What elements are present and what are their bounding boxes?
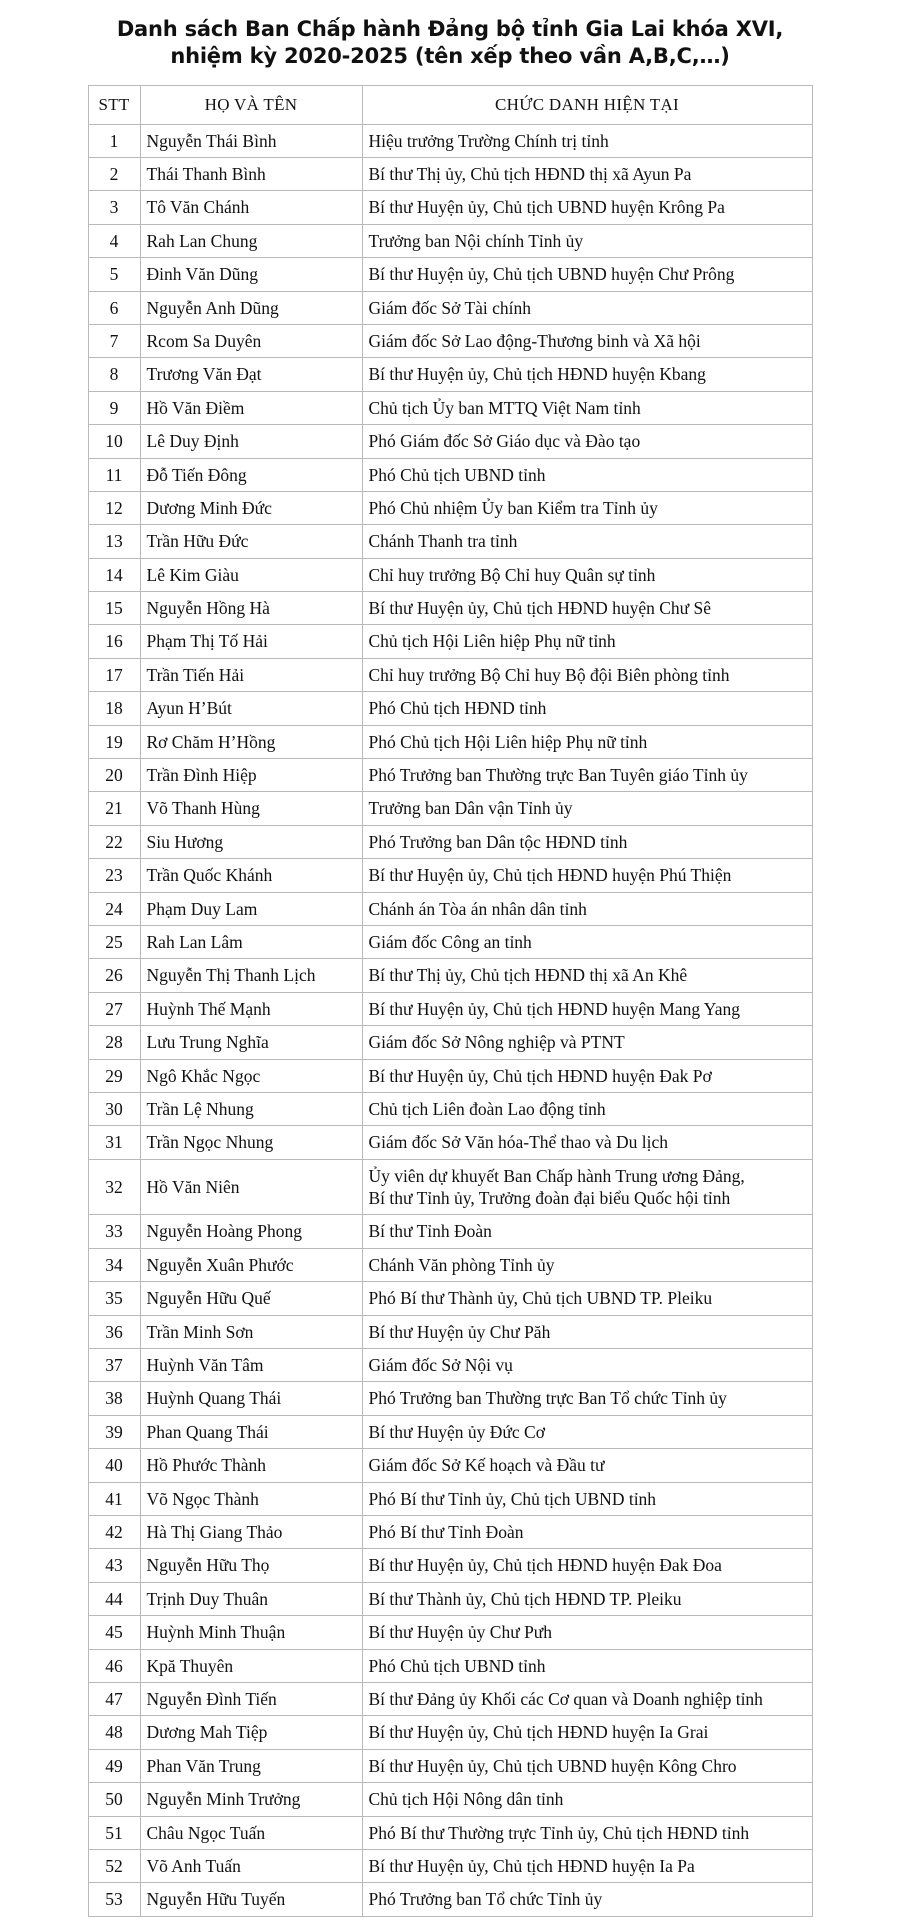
table-row [88, 124, 812, 157]
cell-stt: 40 [88, 1449, 140, 1482]
cell-name: Võ Ngọc Thành [140, 1482, 362, 1515]
table-row [88, 1749, 812, 1782]
cell-position: Bí thư Huyện ủy, Chủ tịch UBND huyện Krông Pa [362, 191, 812, 224]
cell-name: Trần Tiến Hải [140, 658, 362, 691]
table-row [88, 859, 812, 892]
cell-position: Bí thư Huyện ủy, Chủ tịch HĐND huyện Kbang [362, 358, 812, 391]
cell-name: Nguyễn Hữu Quế [140, 1282, 362, 1315]
cell-name: Huỳnh Quang Thái [140, 1382, 362, 1415]
cell-name: Nguyễn Thái Bình [140, 124, 362, 157]
table-row [88, 1059, 812, 1092]
table-row [88, 1315, 812, 1348]
table-row [88, 925, 812, 958]
table-row [88, 391, 812, 424]
cell-name: Rcom Sa Duyên [140, 324, 362, 357]
cell-position: Bí thư Thị ủy, Chủ tịch HĐND thị xã An Khê [362, 959, 812, 992]
cell-position: Giám đốc Sở Kế hoạch và Đầu tư [362, 1449, 812, 1482]
cell-name: Lê Duy Định [140, 425, 362, 458]
cell-stt: 11 [88, 458, 140, 491]
cell-name: Huỳnh Thế Mạnh [140, 992, 362, 1025]
table-row [88, 191, 812, 224]
table-row [88, 324, 812, 357]
cell-position: Bí thư Huyện ủy, Chủ tịch UBND huyện Chư Prông [362, 258, 812, 291]
cell-stt: 53 [88, 1883, 140, 1916]
cell-position: Hiệu trưởng Trường Chính trị tỉnh [362, 124, 812, 157]
cell-position: Chủ tịch Hội Nông dân tỉnh [362, 1783, 812, 1816]
cell-name: Phạm Duy Lam [140, 892, 362, 925]
cell-position: Trưởng ban Dân vận Tỉnh ủy [362, 792, 812, 825]
cell-stt: 5 [88, 258, 140, 291]
table-row [88, 1783, 812, 1816]
cell-stt: 3 [88, 191, 140, 224]
cell-name: Thái Thanh Bình [140, 157, 362, 190]
cell-position: Bí thư Huyện ủy, Chủ tịch HĐND huyện Phú Thiện [362, 859, 812, 892]
cell-position: Chánh Văn phòng Tỉnh ủy [362, 1248, 812, 1281]
table-row [88, 692, 812, 725]
cell-stt: 33 [88, 1215, 140, 1248]
cell-stt: 9 [88, 391, 140, 424]
cell-name: Siu Hương [140, 825, 362, 858]
table-row [88, 892, 812, 925]
cell-stt: 49 [88, 1749, 140, 1782]
table-row [88, 725, 812, 758]
cell-name: Ayun H’Bút [140, 692, 362, 725]
cell-stt: 12 [88, 491, 140, 524]
cell-stt: 29 [88, 1059, 140, 1092]
cell-stt: 20 [88, 759, 140, 792]
cell-name: Dương Mah Tiệp [140, 1716, 362, 1749]
cell-name: Rah Lan Chung [140, 224, 362, 257]
cell-name: Nguyễn Hữu Tuyến [140, 1883, 362, 1916]
cell-name: Hồ Văn Điềm [140, 391, 362, 424]
cell-stt: 32 [88, 1159, 140, 1215]
cell-position: Phó Chủ tịch HĐND tỉnh [362, 692, 812, 725]
table-row [88, 1516, 812, 1549]
table-row [88, 959, 812, 992]
cell-position: Chủ tịch Hội Liên hiệp Phụ nữ tỉnh [362, 625, 812, 658]
cell-position: Giám đốc Công an tỉnh [362, 925, 812, 958]
table-header [88, 85, 812, 124]
table-body [88, 124, 812, 1916]
cell-name: Trương Văn Đạt [140, 358, 362, 391]
cell-position: Phó Giám đốc Sở Giáo dục và Đào tạo [362, 425, 812, 458]
cell-name: Đinh Văn Dũng [140, 258, 362, 291]
table-row [88, 258, 812, 291]
table-row [88, 558, 812, 591]
cell-stt: 51 [88, 1816, 140, 1849]
cell-name: Tô Văn Chánh [140, 191, 362, 224]
cell-position-line-2: Bí thư Tỉnh ủy, Trưởng đoàn đại biểu Quốc hội tỉnh [368, 1188, 731, 1209]
cell-stt: 34 [88, 1248, 140, 1281]
table-row [88, 1582, 812, 1615]
cell-position: Chủ tịch Ủy ban MTTQ Việt Nam tỉnh [362, 391, 812, 424]
cell-name: Dương Minh Đức [140, 491, 362, 524]
cell-position: Bí thư Huyện ủy, Chủ tịch HĐND huyện Đak Đoa [362, 1549, 812, 1582]
cell-stt: 36 [88, 1315, 140, 1348]
cell-name: Trịnh Duy Thuân [140, 1582, 362, 1615]
cell-stt: 44 [88, 1582, 140, 1615]
table-row [88, 1126, 812, 1159]
page-title-line-1: Danh sách Ban Chấp hành Đảng bộ tỉnh Gia Lai khóa XVI, [116, 17, 784, 41]
cell-position: Bí thư Huyện ủy Đức Cơ [362, 1415, 812, 1448]
cell-position: Giám đốc Sở Nội vụ [362, 1349, 812, 1382]
cell-position: Chỉ huy trưởng Bộ Chỉ huy Bộ đội Biên phòng tỉnh [362, 658, 812, 691]
cell-position: Giám đốc Sở Lao động-Thương binh và Xã hội [362, 324, 812, 357]
cell-position: Phó Bí thư Tỉnh ủy, Chủ tịch UBND tỉnh [362, 1482, 812, 1515]
table-row [88, 1248, 812, 1281]
cell-name: Võ Thanh Hùng [140, 792, 362, 825]
cell-position: Phó Bí thư Thành ủy, Chủ tịch UBND TP. Pleiku [362, 1282, 812, 1315]
table-row [88, 224, 812, 257]
table-row [88, 1682, 812, 1715]
table-row [88, 1415, 812, 1448]
table-row [88, 792, 812, 825]
cell-name: Trần Ngọc Nhung [140, 1126, 362, 1159]
cell-position: Bí thư Huyện ủy Chư Pưh [362, 1616, 812, 1649]
cell-stt: 31 [88, 1126, 140, 1159]
cell-position: Bí thư Tỉnh Đoàn [362, 1215, 812, 1248]
cell-name: Trần Hữu Đức [140, 525, 362, 558]
table-row [88, 1382, 812, 1415]
cell-name: Nguyễn Anh Dũng [140, 291, 362, 324]
table-row [88, 992, 812, 1025]
cell-stt: 19 [88, 725, 140, 758]
cell-stt: 7 [88, 324, 140, 357]
cell-stt: 41 [88, 1482, 140, 1515]
cell-stt: 6 [88, 291, 140, 324]
table-row [88, 759, 812, 792]
cell-position: Giám đốc Sở Tài chính [362, 291, 812, 324]
cell-position: Bí thư Huyện ủy, Chủ tịch UBND huyện Kông Chro [362, 1749, 812, 1782]
cell-stt: 48 [88, 1716, 140, 1749]
cell-name: Huỳnh Minh Thuận [140, 1616, 362, 1649]
cell-stt: 45 [88, 1616, 140, 1649]
cell-name: Nguyễn Xuân Phước [140, 1248, 362, 1281]
table-row [88, 1349, 812, 1382]
column-header-name: HỌ VÀ TÊN [140, 85, 362, 124]
cell-position: Bí thư Huyện ủy Chư Păh [362, 1315, 812, 1348]
cell-position: Phó Chủ tịch UBND tỉnh [362, 458, 812, 491]
cell-position: Bí thư Huyện ủy, Chủ tịch HĐND huyện Ia Pa [362, 1849, 812, 1882]
table-row [88, 1549, 812, 1582]
cell-name: Phan Văn Trung [140, 1749, 362, 1782]
cell-stt: 14 [88, 558, 140, 591]
table-header-row [88, 85, 812, 124]
cell-name: Huỳnh Văn Tâm [140, 1349, 362, 1382]
table-row [88, 1883, 812, 1916]
cell-stt: 42 [88, 1516, 140, 1549]
cell-stt: 16 [88, 625, 140, 658]
cell-name: Trần Lệ Nhung [140, 1092, 362, 1125]
cell-name: Nguyễn Hồng Hà [140, 592, 362, 625]
table-row [88, 1026, 812, 1059]
cell-position: Phó Trưởng ban Thường trực Ban Tuyên giáo Tỉnh ủy [362, 759, 812, 792]
cell-position-line-1: Ủy viên dự khuyết Ban Chấp hành Trung ương Đảng, [368, 1165, 745, 1186]
cell-position: Phó Chủ nhiệm Ủy ban Kiểm tra Tỉnh ủy [362, 491, 812, 524]
cell-name: Nguyễn Thị Thanh Lịch [140, 959, 362, 992]
table-row [88, 358, 812, 391]
cell-position: Bí thư Thành ủy, Chủ tịch HĐND TP. Pleiku [362, 1582, 812, 1615]
cell-position: Phó Bí thư Tỉnh Đoàn [362, 1516, 812, 1549]
column-header-position: CHỨC DANH HIỆN TẠI [362, 85, 812, 124]
cell-position: Chỉ huy trưởng Bộ Chỉ huy Quân sự tỉnh [362, 558, 812, 591]
table-row [88, 157, 812, 190]
cell-stt: 18 [88, 692, 140, 725]
cell-stt: 37 [88, 1349, 140, 1382]
cell-name: Lưu Trung Nghĩa [140, 1026, 362, 1059]
cell-stt: 13 [88, 525, 140, 558]
table-row [88, 1716, 812, 1749]
cell-position: Giám đốc Sở Văn hóa-Thể thao và Du lịch [362, 1126, 812, 1159]
cell-name: Hồ Văn Niên [140, 1159, 362, 1215]
cell-position: Phó Chủ tịch Hội Liên hiệp Phụ nữ tỉnh [362, 725, 812, 758]
table-row [88, 525, 812, 558]
cell-stt: 52 [88, 1849, 140, 1882]
page-title [8, 16, 892, 71]
table-row [88, 825, 812, 858]
cell-stt: 23 [88, 859, 140, 892]
cell-position: Trưởng ban Nội chính Tỉnh ủy [362, 224, 812, 257]
cell-stt: 4 [88, 224, 140, 257]
cell-stt: 47 [88, 1682, 140, 1715]
table-row [88, 1816, 812, 1849]
cell-position: Bí thư Thị ủy, Chủ tịch HĐND thị xã Ayun Pa [362, 157, 812, 190]
cell-name: Hồ Phước Thành [140, 1449, 362, 1482]
cell-position: Chánh án Tòa án nhân dân tỉnh [362, 892, 812, 925]
cell-position: Phó Bí thư Thường trực Tỉnh ủy, Chủ tịch HĐND tỉnh [362, 1816, 812, 1849]
table-row [88, 1215, 812, 1248]
cell-position: Giám đốc Sở Nông nghiệp và PTNT [362, 1026, 812, 1059]
cell-position: Bí thư Huyện ủy, Chủ tịch HĐND huyện Đak Pơ [362, 1059, 812, 1092]
table-row [88, 658, 812, 691]
table-row [88, 1849, 812, 1882]
cell-position: Chánh Thanh tra tỉnh [362, 525, 812, 558]
cell-position: Phó Trưởng ban Tổ chức Tỉnh ủy [362, 1883, 812, 1916]
cell-stt: 17 [88, 658, 140, 691]
cell-name: Hà Thị Giang Thảo [140, 1516, 362, 1549]
cell-stt: 15 [88, 592, 140, 625]
cell-name: Phạm Thị Tố Hải [140, 625, 362, 658]
table-row [88, 1159, 812, 1215]
cell-name: Kpă Thuyên [140, 1649, 362, 1682]
cell-name: Võ Anh Tuấn [140, 1849, 362, 1882]
cell-name: Trần Minh Sơn [140, 1315, 362, 1348]
cell-stt: 27 [88, 992, 140, 1025]
table-row [88, 1616, 812, 1649]
cell-stt: 24 [88, 892, 140, 925]
table-row [88, 425, 812, 458]
cell-stt: 38 [88, 1382, 140, 1415]
cell-stt: 21 [88, 792, 140, 825]
table-row [88, 291, 812, 324]
cell-position: Bí thư Huyện ủy, Chủ tịch HĐND huyện Ia Grai [362, 1716, 812, 1749]
cell-position [362, 1159, 812, 1215]
cell-stt: 1 [88, 124, 140, 157]
table-row [88, 458, 812, 491]
cell-name: Nguyễn Minh Trưởng [140, 1783, 362, 1816]
cell-name: Châu Ngọc Tuấn [140, 1816, 362, 1849]
cell-position: Bí thư Huyện ủy, Chủ tịch HĐND huyện Mang Yang [362, 992, 812, 1025]
cell-name: Đỗ Tiến Đông [140, 458, 362, 491]
cell-stt: 46 [88, 1649, 140, 1682]
cell-name: Trần Đình Hiệp [140, 759, 362, 792]
cell-position: Bí thư Huyện ủy, Chủ tịch HĐND huyện Chư Sê [362, 592, 812, 625]
cell-position: Chủ tịch Liên đoàn Lao động tỉnh [362, 1092, 812, 1125]
cell-name: Nguyễn Hoàng Phong [140, 1215, 362, 1248]
cell-stt: 10 [88, 425, 140, 458]
cell-name: Phan Quang Thái [140, 1415, 362, 1448]
cell-name: Ngô Khắc Ngọc [140, 1059, 362, 1092]
cell-name: Lê Kim Giàu [140, 558, 362, 591]
cell-position: Phó Chủ tịch UBND tỉnh [362, 1649, 812, 1682]
cell-name: Rơ Chăm H’Hồng [140, 725, 362, 758]
roster-table [88, 85, 813, 1917]
cell-stt: 39 [88, 1415, 140, 1448]
cell-name: Nguyễn Hữu Thọ [140, 1549, 362, 1582]
table-row [88, 491, 812, 524]
cell-position: Phó Trưởng ban Thường trực Ban Tổ chức Tỉnh ủy [362, 1382, 812, 1415]
table-row [88, 625, 812, 658]
cell-stt: 28 [88, 1026, 140, 1059]
table-row [88, 1449, 812, 1482]
page-title-line-2: nhiệm kỳ 2020-2025 (tên xếp theo vần A,B,C,…) [170, 44, 730, 69]
cell-stt: 30 [88, 1092, 140, 1125]
column-header-stt: STT [88, 85, 140, 124]
cell-stt: 50 [88, 1783, 140, 1816]
table-row [88, 592, 812, 625]
cell-name: Trần Quốc Khánh [140, 859, 362, 892]
table-row [88, 1282, 812, 1315]
cell-stt: 8 [88, 358, 140, 391]
cell-stt: 25 [88, 925, 140, 958]
table-row [88, 1092, 812, 1125]
cell-position: Bí thư Đảng ủy Khối các Cơ quan và Doanh nghiệp tỉnh [362, 1682, 812, 1715]
cell-stt: 2 [88, 157, 140, 190]
cell-stt: 22 [88, 825, 140, 858]
cell-stt: 43 [88, 1549, 140, 1582]
cell-name: Rah Lan Lâm [140, 925, 362, 958]
cell-position: Phó Trưởng ban Dân tộc HĐND tỉnh [362, 825, 812, 858]
cell-stt: 35 [88, 1282, 140, 1315]
table-row [88, 1649, 812, 1682]
table-row [88, 1482, 812, 1515]
cell-stt: 26 [88, 959, 140, 992]
cell-name: Nguyễn Đình Tiến [140, 1682, 362, 1715]
